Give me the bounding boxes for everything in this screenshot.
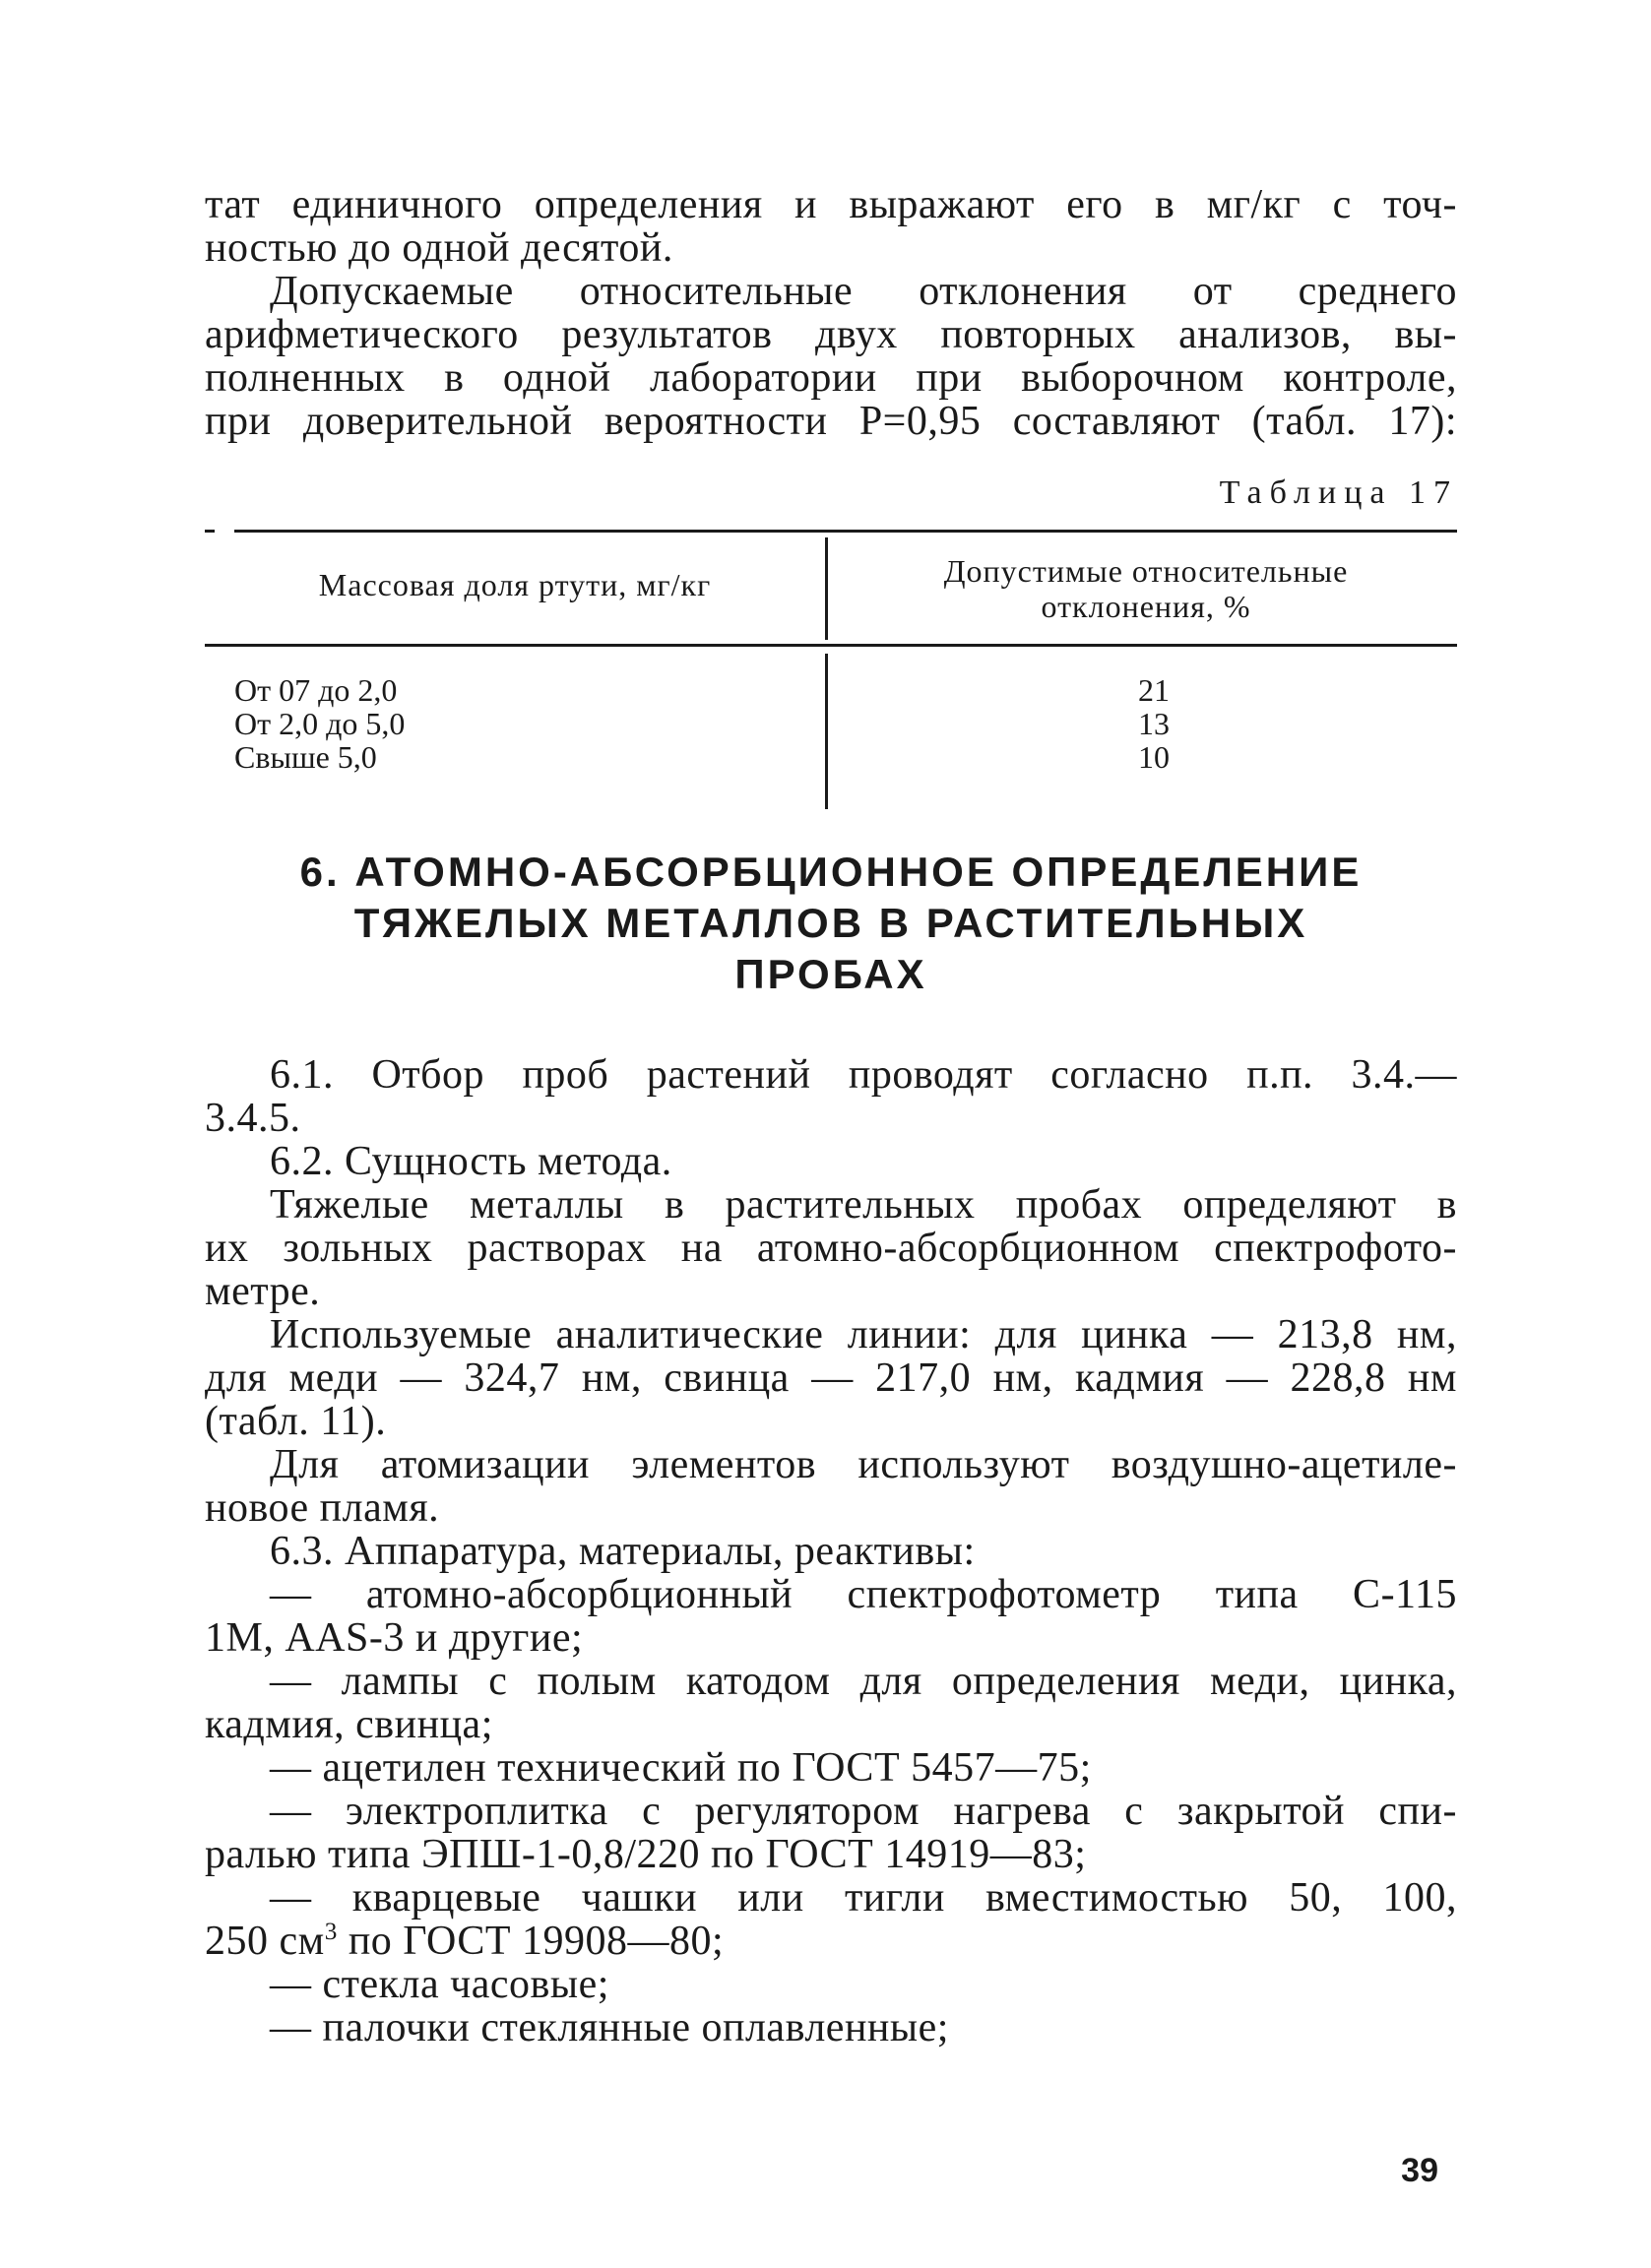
text-line: — стекла часовые; xyxy=(270,1962,609,2007)
table-header-deviation xyxy=(835,553,1457,624)
text-line: новое пламя. xyxy=(205,1485,440,1531)
superscript: 3 xyxy=(324,1919,338,1945)
text-line: ралью типа ЭПШ-1-0,8/220 по ГОСТ 14919—83; xyxy=(205,1832,1087,1877)
section-body xyxy=(205,1053,1457,2049)
table-column-divider xyxy=(825,654,828,809)
header-line: Допустимые относительные xyxy=(943,553,1349,589)
text-line: Используемые аналитические линии: для цинка — 213,8 нм, xyxy=(270,1312,1457,1357)
text-fragment: 250 см xyxy=(205,1919,325,1964)
text-line: Допускаемые относительные отклонения от среднего xyxy=(270,269,1457,314)
table-cell-range: От 07 до 2,0 xyxy=(234,672,398,708)
text-line: арифметического результатов двух повторных анализов, вы- xyxy=(205,312,1457,357)
table-header-rule xyxy=(205,644,1457,647)
text-line: при доверительной вероятности Р=0,95 составляют (табл. 17): xyxy=(205,399,1457,444)
table-column-ranges xyxy=(234,673,405,774)
text-line: — атомно-абсорбционный спектрофотометр типа С-115 xyxy=(270,1572,1457,1617)
text-line: тат единичного определения и выражают его в мг/кг с точ- xyxy=(205,182,1457,227)
text-line: 3.4.5. xyxy=(205,1096,301,1141)
table-top-rule xyxy=(234,530,1457,533)
text-line: 6.3. Аппаратура, материалы, реактивы: xyxy=(270,1529,976,1574)
header-line: отклонения, % xyxy=(1041,589,1251,624)
deviation-table xyxy=(205,526,1457,811)
text-line: ностью до одной десятой. xyxy=(205,225,673,271)
text-line: их зольных растворах на атомно-абсорбционном спектрофото- xyxy=(205,1226,1457,1271)
text-line xyxy=(205,1920,1457,1963)
text-line: 6.1. Отбор проб растений проводят согласно п.п. 3.4.— xyxy=(270,1052,1457,1098)
text-line: полненных в одной лаборатории при выборочном контроле, xyxy=(205,355,1457,401)
table-caption: Таблица 17 xyxy=(1219,474,1458,511)
text-line: — ацетилен технический по ГОСТ 5457—75; xyxy=(270,1745,1092,1791)
table-cell-value: 21 xyxy=(1138,672,1170,708)
page-number: 39 xyxy=(1401,2152,1438,2189)
text-line: Для атомизации элементов используют воздушно-ацетиле- xyxy=(270,1442,1457,1487)
paragraph-deviation xyxy=(205,270,1457,443)
text-line: кадмия, свинца; xyxy=(205,1702,493,1747)
table-cell-range: От 2,0 до 5,0 xyxy=(234,706,406,741)
section-title xyxy=(205,847,1457,1000)
paragraph-top xyxy=(205,183,1457,270)
section-title-line: 6. АТОМНО-АБСОРБЦИОННОЕ ОПРЕДЕЛЕНИЕ xyxy=(299,849,1363,895)
text-fragment: по ГОСТ 19908—80; xyxy=(337,1919,725,1964)
text-line: 1М, AAS-3 и другие; xyxy=(205,1615,584,1661)
table-column-values xyxy=(835,673,1170,774)
section-title-line: ПРОБАХ xyxy=(734,951,927,997)
text-line: — палочки стеклянные оплавленные; xyxy=(270,2005,949,2050)
text-line: для меди — 324,7 нм, свинца — 217,0 нм, кадмия — 228,8 нм xyxy=(205,1355,1457,1401)
text-line: — лампы с полым катодом для определения меди, цинка, xyxy=(270,1659,1457,1704)
text-line: Тяжелые металлы в растительных пробах определяют в xyxy=(270,1182,1457,1228)
text-line: — электроплитка с регулятором нагрева с закрытой спи- xyxy=(270,1789,1457,1834)
table-cell-value: 13 xyxy=(1138,706,1170,741)
table-column-divider xyxy=(825,537,828,640)
text-line: метре. xyxy=(205,1269,321,1314)
table-cell-value: 10 xyxy=(1138,739,1170,775)
text-line: 6.2. Сущность метода. xyxy=(270,1139,672,1184)
table-header-mass-fraction: Массовая доля ртути, мг/кг xyxy=(318,567,712,602)
table-rule-dash xyxy=(205,530,215,533)
text-line: — кварцевые чашки или тигли вместимостью 50, 100, xyxy=(270,1875,1457,1921)
section-title-line: ТЯЖЕЛЫХ МЕТАЛЛОВ В РАСТИТЕЛЬНЫХ xyxy=(353,900,1308,946)
text-line: (табл. 11). xyxy=(205,1399,387,1444)
table-cell-range: Свыше 5,0 xyxy=(234,739,377,775)
